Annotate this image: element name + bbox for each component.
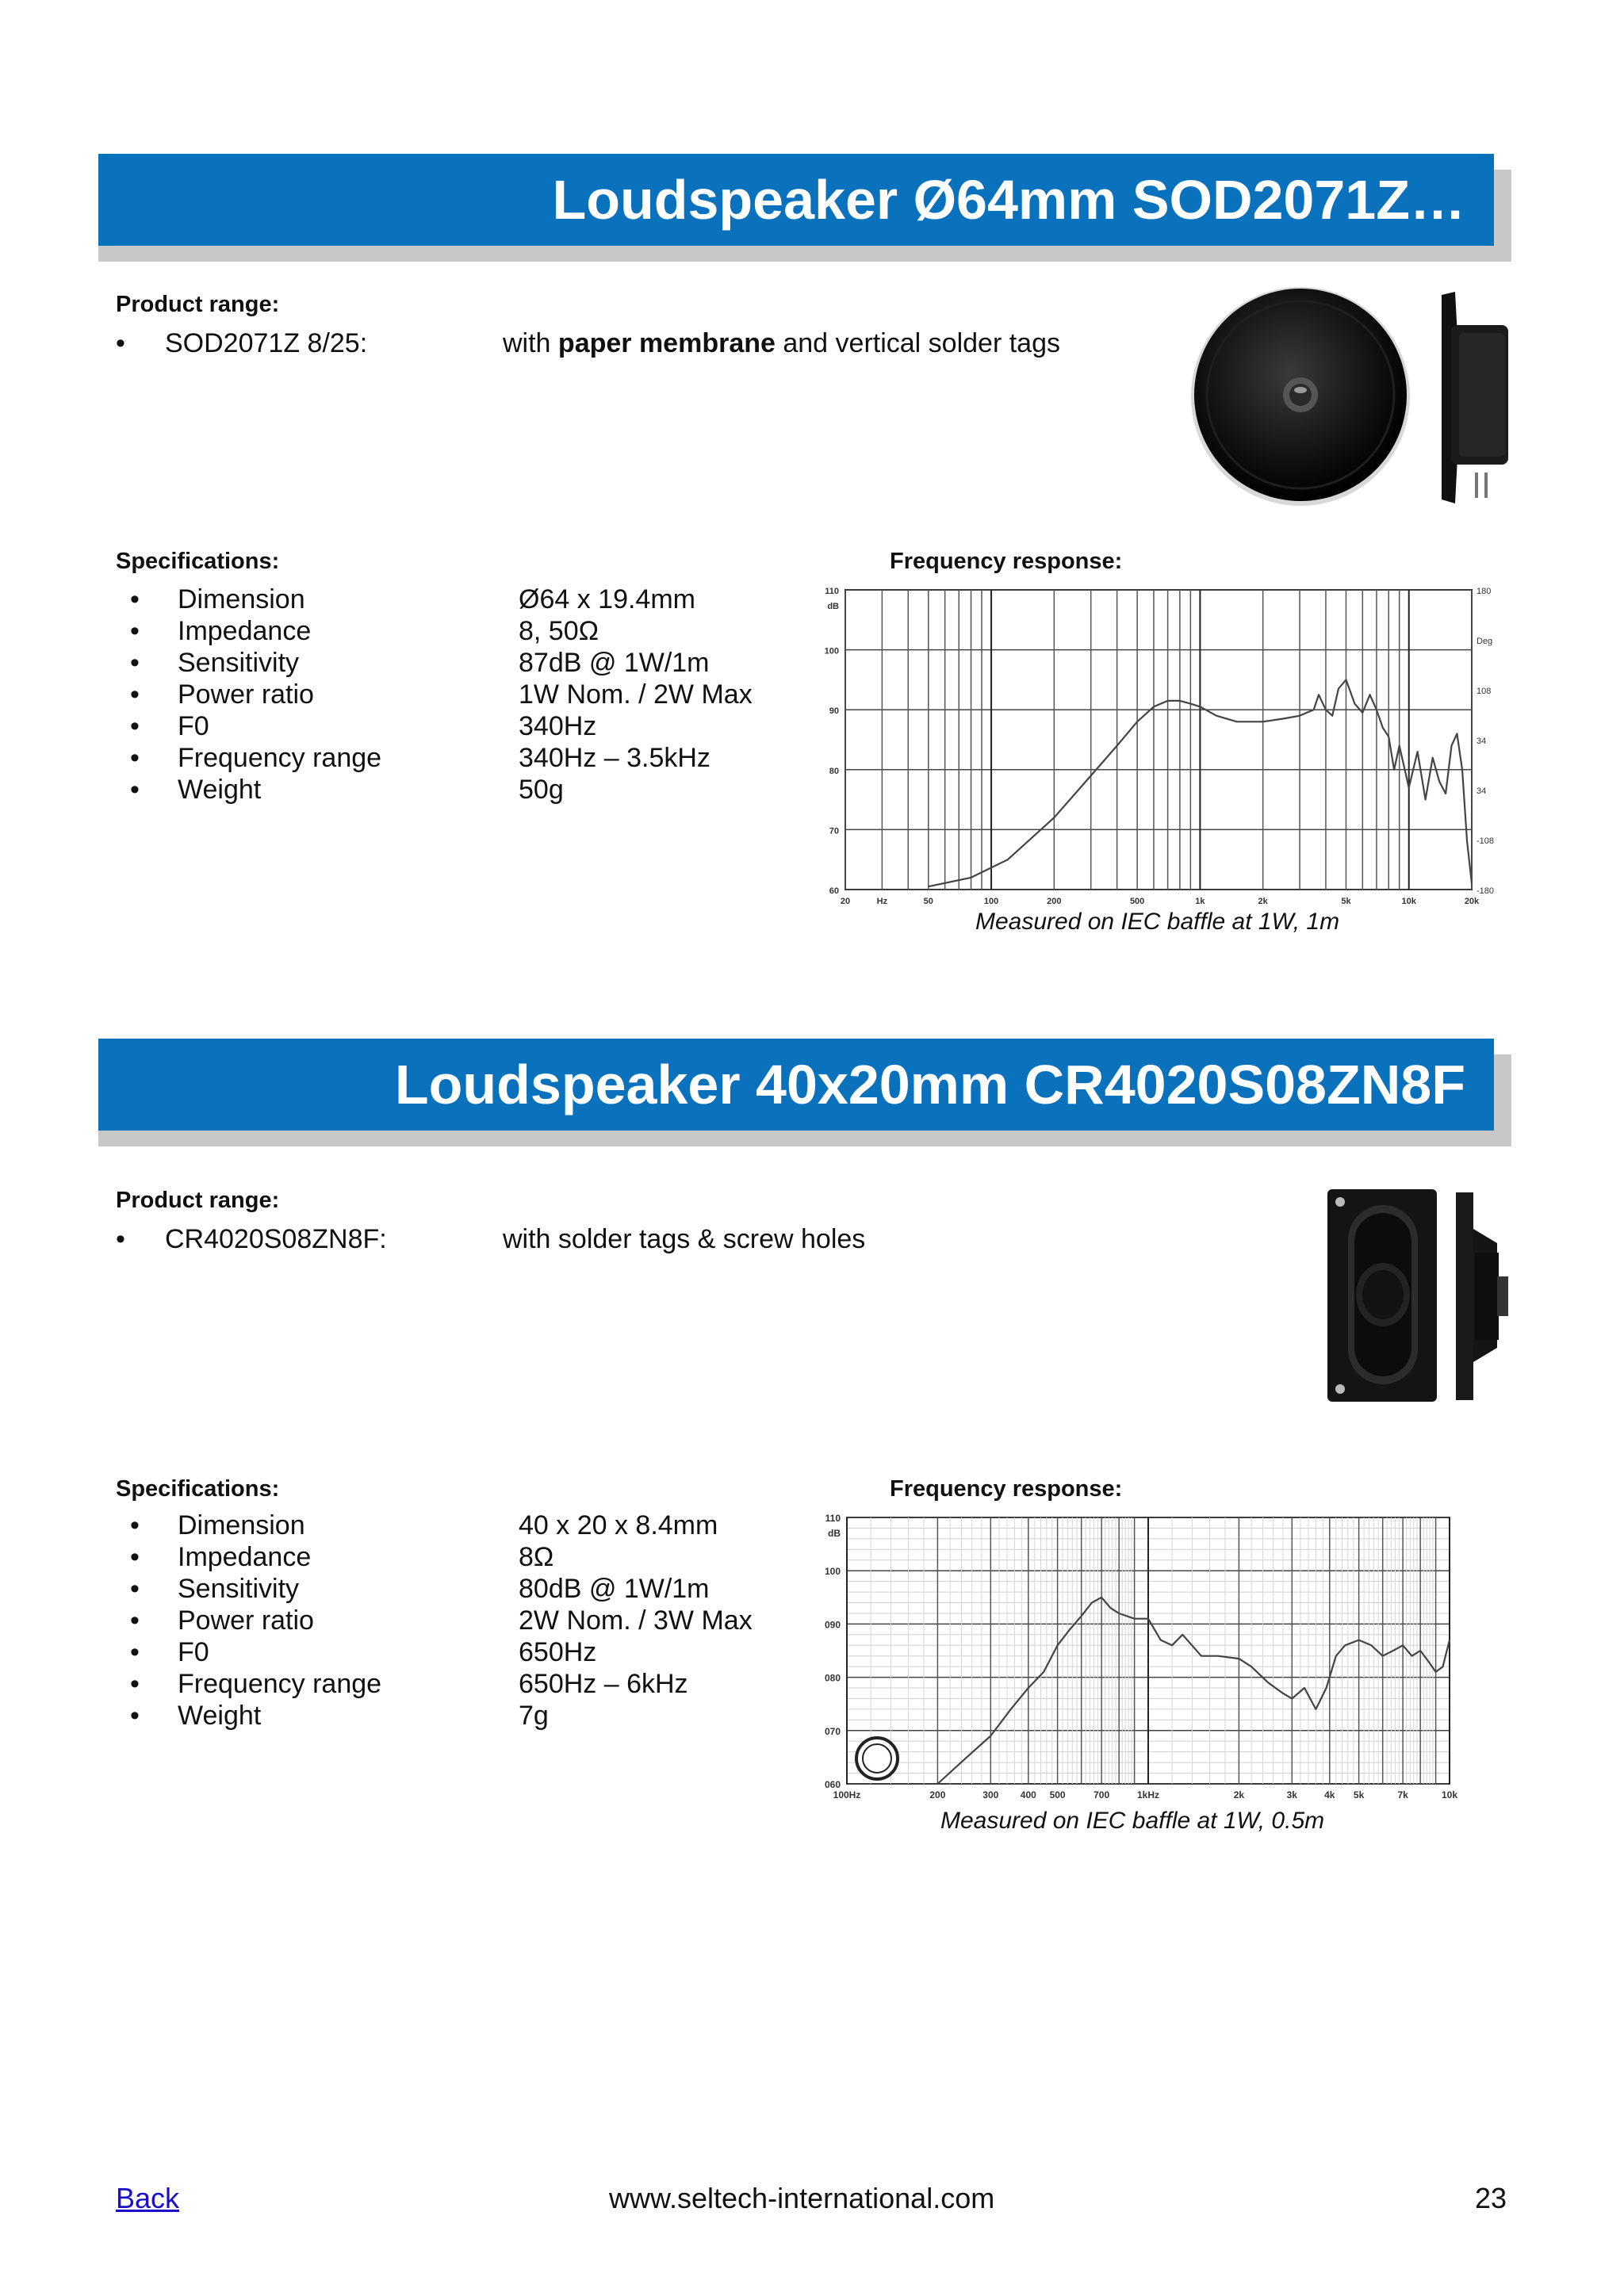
x-tick-label: 3k (1286, 1789, 1297, 1800)
right-axis-label: 180 (1477, 587, 1492, 596)
section-2-title: Loudspeaker 40x20mm CR4020S08ZN8F (98, 1039, 1494, 1131)
product-description: with solder tags & screw holes (503, 1224, 866, 1254)
y-axis-label: dB (828, 1528, 841, 1539)
y-tick-label: 080 (824, 1672, 841, 1684)
spec-row: • Frequency range 340Hz – 3.5kHz (130, 743, 710, 773)
x-tick-label: 7k (1397, 1789, 1408, 1800)
product-range-label: Product range: (116, 1188, 280, 1213)
x-tick-label: 1k (1195, 897, 1205, 905)
x-tick-label: 20k (1464, 897, 1480, 905)
plot-area (845, 590, 1472, 890)
chart-1-caption: Measured on IEC baffle at 1W, 1m (975, 909, 1340, 935)
y-tick-label: 090 (824, 1619, 841, 1631)
x-tick-label: 2k (1258, 897, 1268, 905)
specs-label: Specifications: (116, 549, 280, 574)
spec-row: • Dimension 40 x 20 x 8.4mm (130, 1510, 718, 1540)
x-tick-label: 500 (1049, 1789, 1066, 1800)
speaker-rectangular-photo (1316, 1181, 1515, 1411)
product-range-label: Product range: (116, 292, 280, 317)
y-tick-label: 90 (829, 706, 839, 717)
right-axis-label: 108 (1477, 687, 1492, 696)
product-code: CR4020S08ZN8F: (165, 1224, 387, 1254)
x-tick-label: 200 (1047, 897, 1062, 905)
specs-label: Specifications: (116, 1476, 280, 1502)
footer-url: www.seltech-international.com (609, 2182, 995, 2214)
chart-2-caption: Measured on IEC baffle at 1W, 0.5m (940, 1808, 1325, 1834)
product-description: with paper membrane and vertical solder tags (503, 328, 1060, 358)
y-axis-label: dB (827, 602, 839, 611)
x-tick-label: 500 (1129, 897, 1145, 905)
spec-row: • Dimension Ø64 x 19.4mm (130, 584, 695, 614)
x-tick-label: 10k (1401, 897, 1416, 905)
x-tick-label: 2k (1233, 1789, 1245, 1800)
product-range-bullet: • (116, 328, 125, 358)
y-tick-label: 060 (824, 1779, 841, 1790)
section-1-title: Loudspeaker Ø64mm SOD2071Z… (98, 154, 1494, 246)
spec-row: • Power ratio 2W Nom. / 3W Max (130, 1605, 753, 1636)
spec-row: • Sensitivity 80dB @ 1W/1m (130, 1574, 710, 1604)
x-tick-label: Hz (876, 897, 888, 905)
spec-row: • F0 340Hz (130, 711, 597, 741)
y-tick-label: 100 (824, 646, 839, 656)
x-tick-label: 100 (983, 897, 999, 905)
x-tick-label: 50 (923, 897, 933, 905)
x-tick-label: 10k (1441, 1789, 1458, 1800)
speaker-round-photo (1189, 285, 1515, 515)
right-axis-label: 34 (1477, 786, 1487, 796)
right-axis-label: Deg (1477, 637, 1493, 646)
spec-row: • Impedance 8, 50Ω (130, 616, 599, 646)
spec-row: • Sensitivity 87dB @ 1W/1m (130, 648, 710, 678)
x-tick-label: 100Hz (833, 1789, 861, 1800)
x-tick-label: 1kHz (1136, 1789, 1160, 1800)
y-tick-label: 70 (829, 826, 839, 836)
product-range-bullet: • (116, 1224, 125, 1254)
frequency-response-chart-2 (810, 1506, 1508, 1808)
spec-row: • Weight 7g (130, 1701, 549, 1731)
y-tick-label: 60 (829, 886, 839, 896)
product-code: SOD2071Z 8/25: (165, 328, 368, 358)
spec-row: • Impedance 8Ω (130, 1542, 554, 1572)
y-tick-label: 070 (824, 1725, 841, 1737)
frequency-response-label: Frequency response: (890, 1476, 1123, 1502)
right-axis-label: -108 (1477, 836, 1495, 846)
x-tick-label: 5k (1341, 897, 1351, 905)
x-tick-label: 700 (1094, 1789, 1110, 1800)
x-tick-label: 400 (1020, 1789, 1036, 1800)
spec-row: • F0 650Hz (130, 1637, 597, 1667)
frequency-response-label: Frequency response: (890, 549, 1123, 574)
spec-row: • Weight 50g (130, 775, 564, 805)
specs-list-2 (130, 1510, 764, 1732)
y-tick-label: 110 (825, 1513, 841, 1524)
x-tick-label: 5k (1353, 1789, 1365, 1800)
x-tick-label: 200 (929, 1789, 946, 1800)
x-tick-label: 20 (840, 897, 851, 905)
x-tick-label: 300 (982, 1789, 999, 1800)
y-tick-label: 80 (829, 766, 839, 776)
right-axis-label: 34 (1477, 737, 1487, 746)
y-tick-label: 100 (824, 1566, 841, 1578)
right-axis-label: -180 (1477, 886, 1495, 896)
specs-list-1 (130, 584, 764, 806)
frequency-response-chart-1 (817, 580, 1515, 905)
spec-row: • Frequency range 650Hz – 6kHz (130, 1669, 688, 1699)
x-tick-label: 4k (1324, 1789, 1335, 1800)
page-number: 23 (1475, 2182, 1507, 2214)
back-link[interactable]: Back (116, 2182, 180, 2214)
spec-row: • Power ratio 1W Nom. / 2W Max (130, 679, 753, 710)
y-tick-label: 110 (825, 587, 839, 596)
